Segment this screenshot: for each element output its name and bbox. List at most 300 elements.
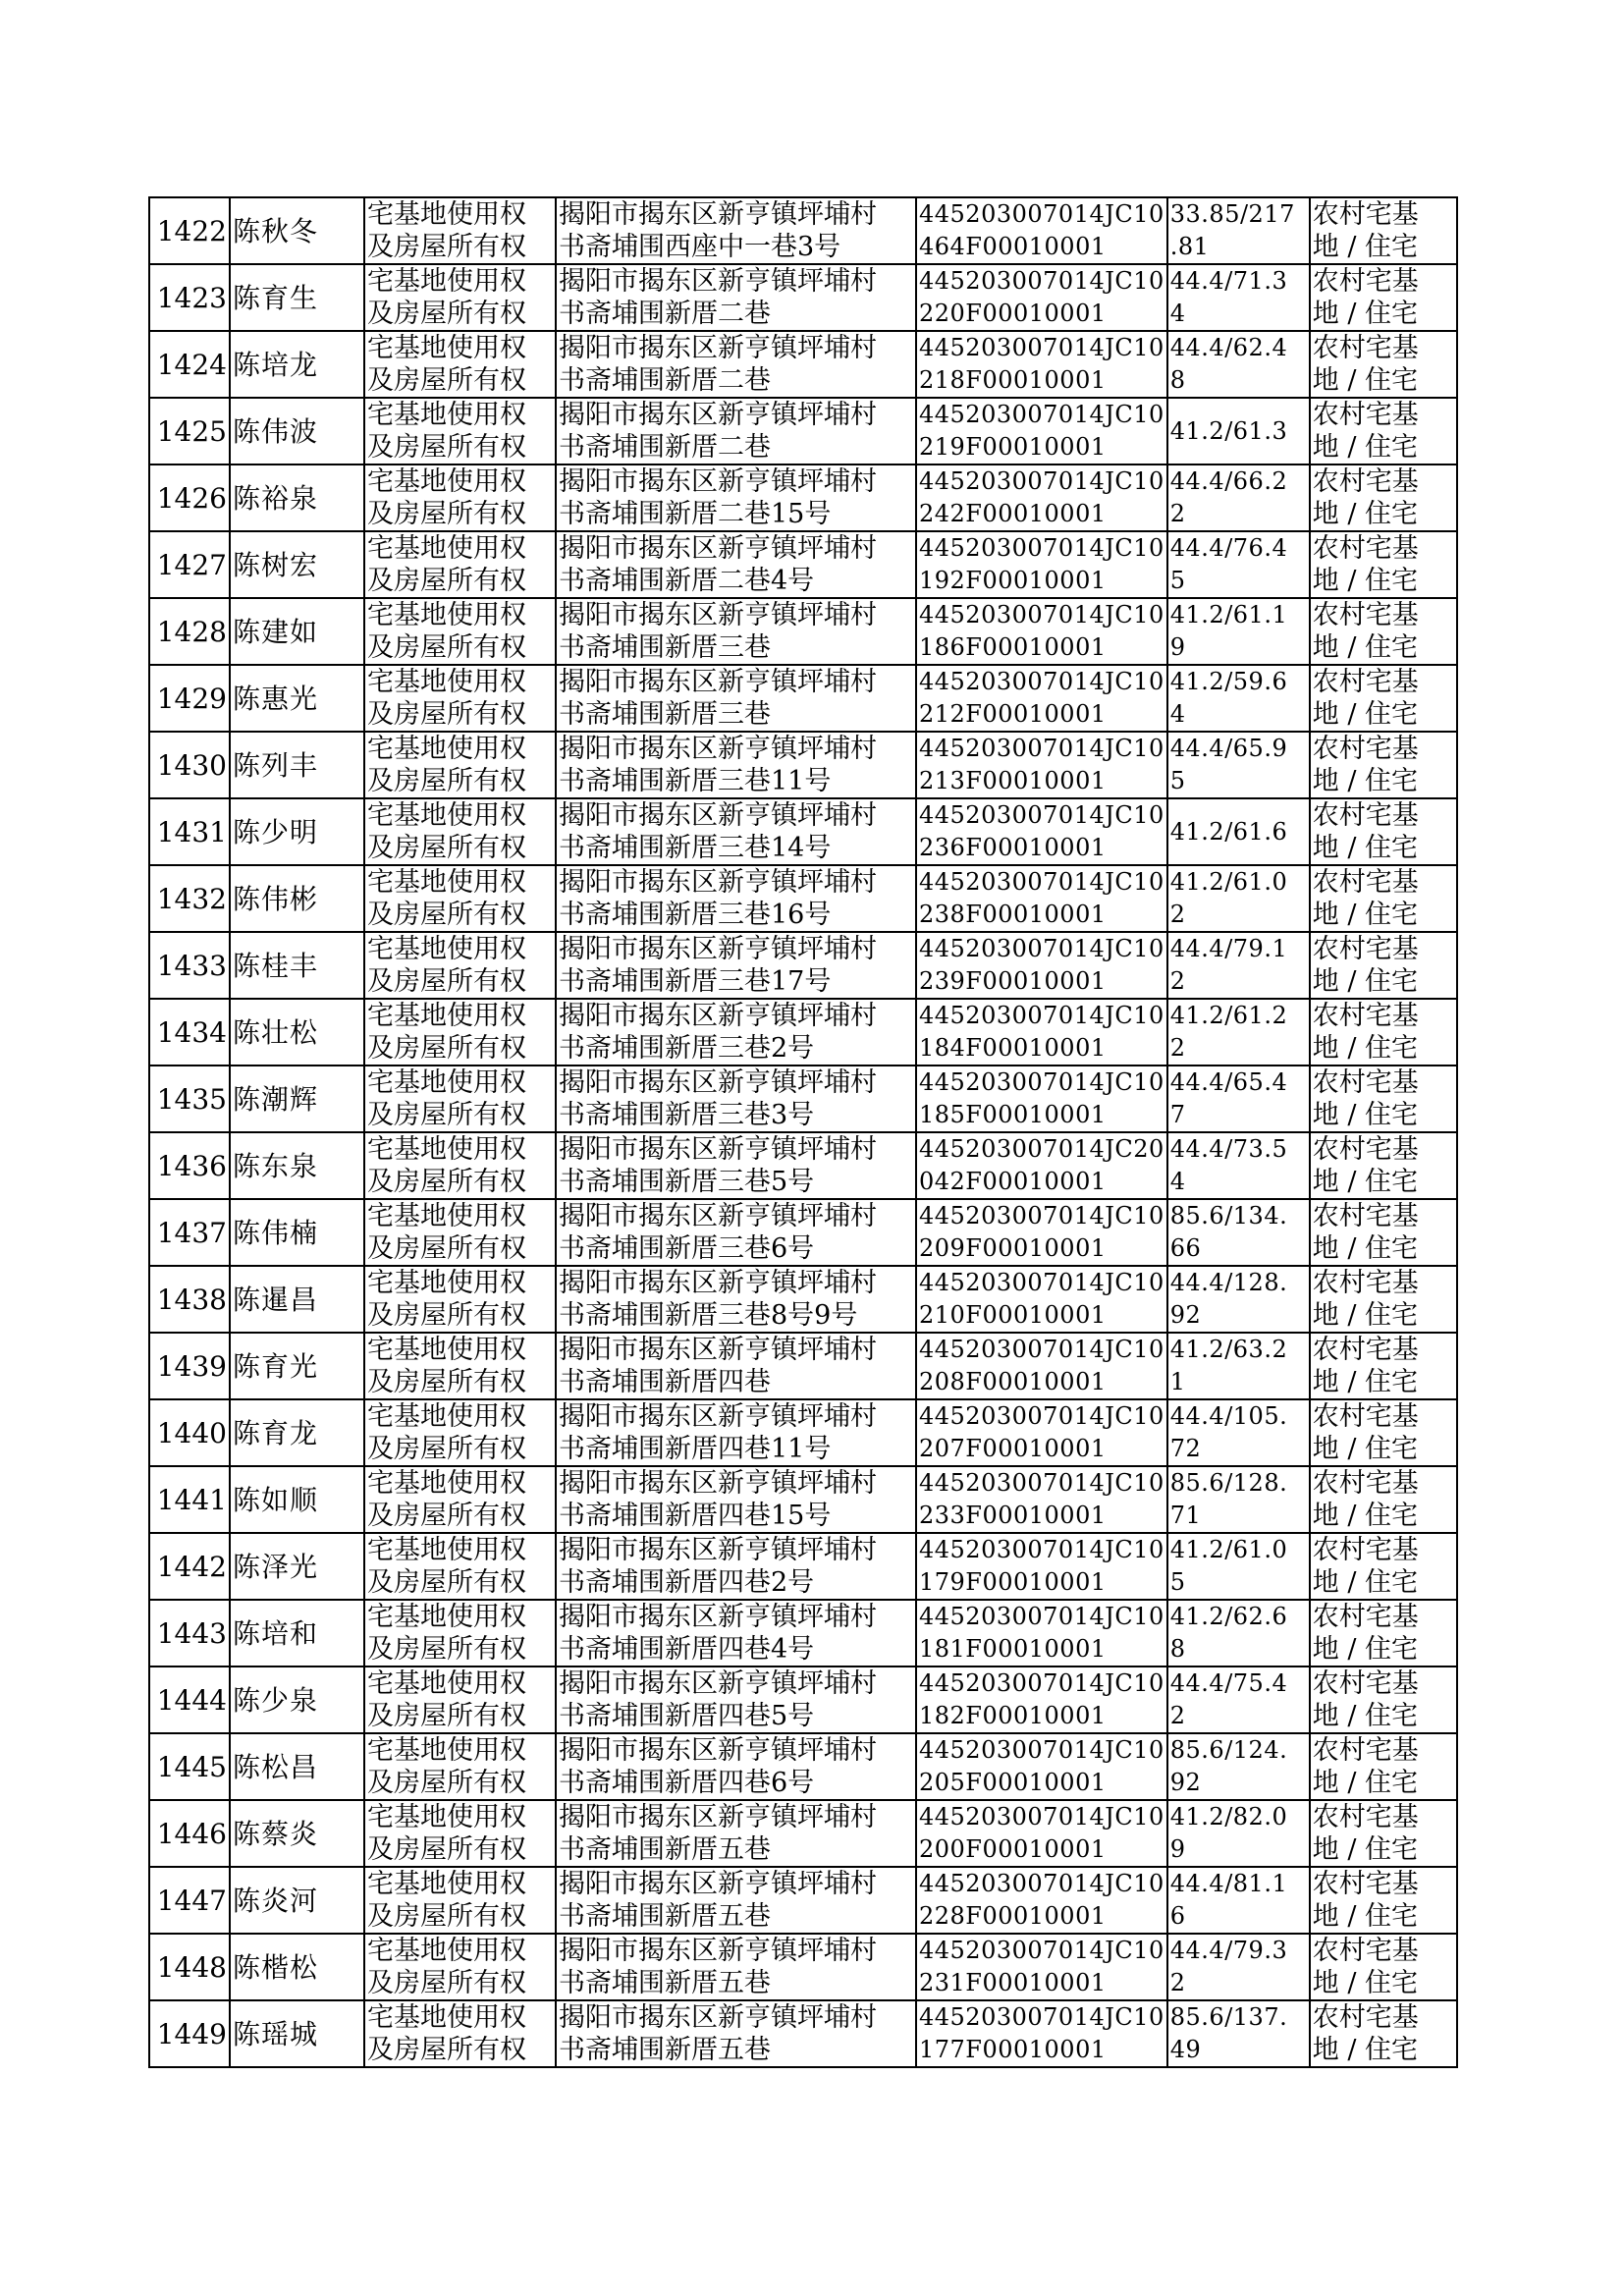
area-cell-line: 41.2/61.3 <box>1169 416 1288 445</box>
area-cell-line: 2 <box>1169 1034 1186 1062</box>
area-cell <box>1167 1066 1310 1132</box>
row-number-cell: 1428 <box>149 598 230 665</box>
parcel-code-cell <box>916 264 1167 331</box>
area-cell-line: 44.4/62.4 <box>1169 334 1288 361</box>
right-type-cell-line: 宅基地使用权 <box>367 1134 526 1165</box>
address-cell <box>556 732 916 798</box>
address-cell-line: 书斋埔围新厝三巷14号 <box>559 833 832 863</box>
land-use-cell-line: 农村宅基 <box>1312 1401 1419 1432</box>
parcel-code-cell-line: 179F00010001 <box>919 1568 1107 1596</box>
right-type-cell-line: 及房屋所有权 <box>367 365 526 396</box>
parcel-code-cell-line: 445203007014JC10 <box>919 1336 1164 1363</box>
land-use-cell-line: 农村宅基 <box>1312 800 1419 831</box>
parcel-code-cell-line: 209F00010001 <box>919 1234 1107 1262</box>
owner-name-cell: 陈壮松 <box>230 999 364 1066</box>
land-use-cell-line: 农村宅基 <box>1312 1468 1419 1499</box>
parcel-code-cell-line: 238F00010001 <box>919 901 1107 928</box>
address-cell-line: 揭阳市揭东区新亨镇坪埔村 <box>559 466 877 497</box>
table-row <box>149 1266 1457 1333</box>
parcel-code-cell-line: 445203007014JC10 <box>919 267 1164 295</box>
parcel-code-cell-line: 445203007014JC10 <box>919 1269 1164 1296</box>
address-cell-line: 书斋埔围新厝五巷 <box>559 1968 771 1998</box>
land-use-cell-line: 农村宅基 <box>1312 1201 1419 1231</box>
address-cell-line: 揭阳市揭东区新亨镇坪埔村 <box>559 667 877 697</box>
parcel-code-cell-line: 445203007014JC10 <box>919 1202 1164 1229</box>
land-use-cell-line: 农村宅基 <box>1312 1668 1419 1699</box>
land-use-cell-line: 地 / 住宅 <box>1312 1834 1419 1865</box>
parcel-code-cell-line: 233F00010001 <box>919 1502 1107 1529</box>
land-use-cell-line: 地 / 住宅 <box>1312 299 1419 329</box>
right-type-cell <box>364 531 556 598</box>
table-row <box>149 665 1457 732</box>
parcel-code-cell-line: 242F00010001 <box>919 500 1107 527</box>
address-cell-line: 揭阳市揭东区新亨镇坪埔村 <box>559 1335 877 1365</box>
right-type-cell-line: 宅基地使用权 <box>367 533 526 564</box>
address-cell <box>556 1600 916 1667</box>
address-cell-line: 书斋埔围新厝三巷2号 <box>559 1033 815 1064</box>
address-cell <box>556 1266 916 1333</box>
owner-name-cell: 陈东泉 <box>230 1132 364 1199</box>
parcel-code-cell-line: 445203007014JC10 <box>919 534 1164 562</box>
land-use-cell-line: 地 / 住宅 <box>1312 1033 1419 1064</box>
owner-name-cell: 陈蔡炎 <box>230 1800 364 1867</box>
address-cell <box>556 1466 916 1533</box>
area-cell-line: 44.4/81.1 <box>1169 1870 1288 1897</box>
parcel-code-cell-line: 445203007014JC10 <box>919 1669 1164 1697</box>
right-type-cell-line: 及房屋所有权 <box>367 566 526 596</box>
address-cell <box>556 398 916 464</box>
area-cell <box>1167 598 1310 665</box>
right-type-cell <box>364 1399 556 1466</box>
land-use-cell <box>1310 598 1457 665</box>
address-cell-line: 揭阳市揭东区新亨镇坪埔村 <box>559 2002 877 2033</box>
land-use-cell-line: 地 / 住宅 <box>1312 1367 1419 1397</box>
parcel-code-cell <box>916 331 1167 398</box>
right-type-cell <box>364 1333 556 1399</box>
right-type-cell <box>364 1800 556 1867</box>
land-use-cell <box>1310 1266 1457 1333</box>
owner-name-cell: 陈育生 <box>230 264 364 331</box>
land-use-cell-line: 农村宅基 <box>1312 2002 1419 2033</box>
area-cell <box>1167 665 1310 732</box>
right-type-cell-line: 宅基地使用权 <box>367 1936 526 1966</box>
parcel-code-cell <box>916 464 1167 531</box>
right-type-cell-line: 宅基地使用权 <box>367 2002 526 2033</box>
address-cell-line: 书斋埔围新厝三巷6号 <box>559 1233 815 1264</box>
address-cell-line: 书斋埔围新厝二巷 <box>559 299 771 329</box>
address-cell-line: 揭阳市揭东区新亨镇坪埔村 <box>559 1535 877 1565</box>
address-cell <box>556 1800 916 1867</box>
parcel-code-cell <box>916 1266 1167 1333</box>
land-use-cell-line: 农村宅基 <box>1312 1802 1419 1832</box>
parcel-code-cell <box>916 1667 1167 1733</box>
parcel-code-cell-line: 182F00010001 <box>919 1702 1107 1729</box>
land-use-cell-line: 农村宅基 <box>1312 1869 1419 1899</box>
parcel-code-cell-line: 445203007014JC10 <box>919 200 1164 228</box>
parcel-code-cell <box>916 665 1167 732</box>
address-cell-line: 书斋埔围新厝四巷6号 <box>559 1768 815 1798</box>
area-cell <box>1167 331 1310 398</box>
row-number-cell: 1423 <box>149 264 230 331</box>
owner-name-cell: 陈伟彬 <box>230 865 364 932</box>
parcel-code-cell-line: 210F00010001 <box>919 1301 1107 1329</box>
right-type-cell-line: 及房屋所有权 <box>367 1901 526 1932</box>
address-cell-line: 书斋埔围新厝二巷15号 <box>559 499 832 529</box>
right-type-cell <box>364 1199 556 1266</box>
area-cell <box>1167 1199 1310 1266</box>
land-use-cell-line: 地 / 住宅 <box>1312 699 1419 730</box>
owner-name-cell: 陈裕泉 <box>230 464 364 531</box>
land-use-cell <box>1310 1333 1457 1399</box>
parcel-code-cell-line: 445203007014JC20 <box>919 1135 1164 1163</box>
area-cell <box>1167 1800 1310 1867</box>
address-cell <box>556 1066 916 1132</box>
parcel-code-cell-line: 445203007014JC10 <box>919 1402 1164 1430</box>
address-cell-line: 书斋埔围新厝四巷15号 <box>559 1501 832 1531</box>
area-cell-line: 44.4/76.4 <box>1169 534 1288 562</box>
address-cell <box>556 1333 916 1399</box>
land-use-cell <box>1310 197 1457 264</box>
parcel-code-cell-line: 177F00010001 <box>919 2036 1107 2063</box>
row-number-cell: 1427 <box>149 531 230 598</box>
land-use-cell-line: 地 / 住宅 <box>1312 1501 1419 1531</box>
parcel-code-cell-line: 445203007014JC10 <box>919 2003 1164 2031</box>
table-row <box>149 999 1457 1066</box>
parcel-code-cell <box>916 531 1167 598</box>
address-cell <box>556 665 916 732</box>
parcel-code-cell-line: 042F00010001 <box>919 1168 1107 1195</box>
right-type-cell <box>364 865 556 932</box>
right-type-cell-line: 宅基地使用权 <box>367 1067 526 1098</box>
owner-name-cell: 陈育光 <box>230 1333 364 1399</box>
right-type-cell-line: 及房屋所有权 <box>367 432 526 463</box>
land-use-cell-line: 农村宅基 <box>1312 1735 1419 1766</box>
parcel-code-cell-line: 445203007014JC10 <box>919 1803 1164 1831</box>
area-cell-line: 44.4/75.4 <box>1169 1669 1288 1697</box>
parcel-code-cell-line: 445203007014JC10 <box>919 801 1164 829</box>
land-use-cell <box>1310 2000 1457 2067</box>
parcel-code-cell-line: 207F00010001 <box>919 1435 1107 1462</box>
parcel-code-cell <box>916 598 1167 665</box>
parcel-code-cell-line: 220F00010001 <box>919 300 1107 327</box>
area-cell <box>1167 1533 1310 1600</box>
address-cell <box>556 1533 916 1600</box>
row-number-cell: 1443 <box>149 1600 230 1667</box>
parcel-code-cell-line: 464F00010001 <box>919 233 1107 260</box>
area-cell <box>1167 932 1310 999</box>
right-type-cell <box>364 1266 556 1333</box>
land-use-cell-line: 农村宅基 <box>1312 1134 1419 1165</box>
land-use-cell <box>1310 1934 1457 2000</box>
area-cell <box>1167 1132 1310 1199</box>
parcel-code-cell <box>916 197 1167 264</box>
land-use-cell-line: 地 / 住宅 <box>1312 833 1419 863</box>
owner-name-cell: 陈如顺 <box>230 1466 364 1533</box>
area-cell-line: 44.4/65.9 <box>1169 735 1288 762</box>
parcel-code-cell <box>916 1867 1167 1934</box>
land-use-cell <box>1310 1466 1457 1533</box>
area-cell-line: 41.2/61.6 <box>1169 817 1288 846</box>
parcel-code-cell-line: 218F00010001 <box>919 366 1107 394</box>
row-number-cell: 1432 <box>149 865 230 932</box>
right-type-cell-line: 宅基地使用权 <box>367 400 526 430</box>
table-row <box>149 932 1457 999</box>
land-use-cell-line: 农村宅基 <box>1312 734 1419 764</box>
land-use-cell-line: 农村宅基 <box>1312 466 1419 497</box>
right-type-cell-line: 宅基地使用权 <box>367 1735 526 1766</box>
right-type-cell-line: 宅基地使用权 <box>367 934 526 964</box>
right-type-cell <box>364 1667 556 1733</box>
row-number-cell: 1437 <box>149 1199 230 1266</box>
address-cell-line: 揭阳市揭东区新亨镇坪埔村 <box>559 199 877 230</box>
right-type-cell-line: 及房屋所有权 <box>367 1968 526 1998</box>
parcel-code-cell-line: 236F00010001 <box>919 834 1107 861</box>
right-type-cell-line: 及房屋所有权 <box>367 699 526 730</box>
right-type-cell <box>364 598 556 665</box>
parcel-code-cell-line: 205F00010001 <box>919 1769 1107 1796</box>
right-type-cell-line: 宅基地使用权 <box>367 1335 526 1365</box>
right-type-cell <box>364 798 556 865</box>
parcel-code-cell <box>916 732 1167 798</box>
land-use-cell-line: 地 / 住宅 <box>1312 499 1419 529</box>
area-cell-line: 7 <box>1169 1101 1186 1128</box>
address-cell-line: 揭阳市揭东区新亨镇坪埔村 <box>559 533 877 564</box>
row-number-cell: 1444 <box>149 1667 230 1733</box>
land-use-cell-line: 农村宅基 <box>1312 934 1419 964</box>
land-use-cell <box>1310 464 1457 531</box>
right-type-cell-line: 宅基地使用权 <box>367 1001 526 1031</box>
area-cell-line: 71 <box>1169 1502 1202 1529</box>
land-use-cell <box>1310 331 1457 398</box>
land-use-cell-line: 农村宅基 <box>1312 1067 1419 1098</box>
area-cell-line: 92 <box>1169 1301 1202 1329</box>
right-type-cell-line: 宅基地使用权 <box>367 667 526 697</box>
row-number-cell: 1424 <box>149 331 230 398</box>
address-cell-line: 揭阳市揭东区新亨镇坪埔村 <box>559 800 877 831</box>
land-use-cell-line: 地 / 住宅 <box>1312 1434 1419 1464</box>
registry-table <box>148 196 1458 2068</box>
land-use-cell <box>1310 798 1457 865</box>
row-number-cell: 1448 <box>149 1934 230 2000</box>
area-cell-line: 41.2/82.0 <box>1169 1803 1288 1831</box>
right-type-cell-line: 及房屋所有权 <box>367 1167 526 1197</box>
land-use-cell-line: 地 / 住宅 <box>1312 1567 1419 1598</box>
row-number-cell: 1439 <box>149 1333 230 1399</box>
land-use-cell-line: 地 / 住宅 <box>1312 1300 1419 1331</box>
address-cell-line: 书斋埔围新厝五巷 <box>559 1901 771 1932</box>
row-number-cell: 1440 <box>149 1399 230 1466</box>
land-use-cell-line: 地 / 住宅 <box>1312 2035 1419 2065</box>
owner-name-cell: 陈惠光 <box>230 665 364 732</box>
row-number-cell: 1447 <box>149 1867 230 1934</box>
right-type-cell-line: 宅基地使用权 <box>367 1802 526 1832</box>
parcel-code-cell-line: 192F00010001 <box>919 567 1107 594</box>
right-type-cell-line: 宅基地使用权 <box>367 199 526 230</box>
land-use-cell <box>1310 1667 1457 1733</box>
area-cell-line: 85.6/128. <box>1169 1469 1288 1497</box>
area-cell-line: 92 <box>1169 1769 1202 1796</box>
registry-table-body <box>149 197 1457 2067</box>
land-use-cell-line: 地 / 住宅 <box>1312 1634 1419 1665</box>
address-cell-line: 揭阳市揭东区新亨镇坪埔村 <box>559 734 877 764</box>
address-cell-line: 揭阳市揭东区新亨镇坪埔村 <box>559 1802 877 1832</box>
land-use-cell <box>1310 1199 1457 1266</box>
address-cell <box>556 1867 916 1934</box>
right-type-cell-line: 及房屋所有权 <box>367 1033 526 1064</box>
right-type-cell-line: 及房屋所有权 <box>367 232 526 262</box>
area-cell <box>1167 1934 1310 2000</box>
area-cell-line: 44.4/73.5 <box>1169 1135 1288 1163</box>
area-cell <box>1167 798 1310 865</box>
address-cell <box>556 598 916 665</box>
land-use-cell-line: 地 / 住宅 <box>1312 1167 1419 1197</box>
table-row <box>149 331 1457 398</box>
parcel-code-cell-line: 219F00010001 <box>919 433 1107 461</box>
row-number-cell: 1429 <box>149 665 230 732</box>
right-type-cell <box>364 1733 556 1800</box>
land-use-cell-line: 农村宅基 <box>1312 1936 1419 1966</box>
land-use-cell-line: 农村宅基 <box>1312 333 1419 363</box>
address-cell-line: 揭阳市揭东区新亨镇坪埔村 <box>559 934 877 964</box>
parcel-code-cell-line: 239F00010001 <box>919 967 1107 995</box>
table-row <box>149 1934 1457 2000</box>
land-use-cell-line: 地 / 住宅 <box>1312 632 1419 663</box>
address-cell-line: 揭阳市揭东区新亨镇坪埔村 <box>559 1936 877 1966</box>
owner-name-cell: 陈树宏 <box>230 531 364 598</box>
land-use-cell <box>1310 531 1457 598</box>
right-type-cell-line: 及房屋所有权 <box>367 1367 526 1397</box>
parcel-code-cell-line: 445203007014JC10 <box>919 935 1164 962</box>
land-use-cell-line: 农村宅基 <box>1312 1268 1419 1298</box>
address-cell-line: 揭阳市揭东区新亨镇坪埔村 <box>559 400 877 430</box>
address-cell-line: 揭阳市揭东区新亨镇坪埔村 <box>559 1468 877 1499</box>
right-type-cell <box>364 464 556 531</box>
address-cell-line: 揭阳市揭东区新亨镇坪埔村 <box>559 1067 877 1098</box>
row-number-cell: 1433 <box>149 932 230 999</box>
parcel-code-cell <box>916 999 1167 1066</box>
table-row <box>149 531 1457 598</box>
owner-name-cell: 陈桂丰 <box>230 932 364 999</box>
parcel-code-cell <box>916 1533 1167 1600</box>
parcel-code-cell-line: 445203007014JC10 <box>919 1937 1164 1964</box>
land-use-cell-line: 地 / 住宅 <box>1312 432 1419 463</box>
table-row <box>149 464 1457 531</box>
address-cell <box>556 798 916 865</box>
address-cell-line: 书斋埔围新厝三巷16号 <box>559 900 832 930</box>
right-type-cell-line: 及房屋所有权 <box>367 499 526 529</box>
area-cell-line: 41.2/63.2 <box>1169 1336 1288 1363</box>
address-cell-line: 书斋埔围新厝四巷2号 <box>559 1567 815 1598</box>
right-type-cell <box>364 1934 556 2000</box>
table-row <box>149 398 1457 464</box>
address-cell-line: 书斋埔围新厝四巷4号 <box>559 1634 815 1665</box>
land-use-cell-line: 农村宅基 <box>1312 867 1419 898</box>
parcel-code-cell-line: 445203007014JC10 <box>919 401 1164 428</box>
right-type-cell <box>364 1867 556 1934</box>
land-use-cell <box>1310 264 1457 331</box>
area-cell <box>1167 1733 1310 1800</box>
right-type-cell <box>364 264 556 331</box>
land-use-cell-line: 农村宅基 <box>1312 533 1419 564</box>
parcel-code-cell-line: 445203007014JC10 <box>919 1469 1164 1497</box>
land-use-cell-line: 农村宅基 <box>1312 199 1419 230</box>
address-cell-line: 书斋埔围新厝三巷 <box>559 632 771 663</box>
address-cell-line: 书斋埔围新厝三巷5号 <box>559 1167 815 1197</box>
table-row <box>149 732 1457 798</box>
right-type-cell <box>364 999 556 1066</box>
area-cell-line: 9 <box>1169 1835 1186 1863</box>
right-type-cell-line: 宅基地使用权 <box>367 333 526 363</box>
land-use-cell-line: 地 / 住宅 <box>1312 566 1419 596</box>
owner-name-cell: 陈伟波 <box>230 398 364 464</box>
owner-name-cell: 陈列丰 <box>230 732 364 798</box>
right-type-cell-line: 及房屋所有权 <box>367 766 526 796</box>
area-cell-line: 44.4/105. <box>1169 1402 1288 1430</box>
land-use-cell <box>1310 1800 1457 1867</box>
right-type-cell <box>364 1066 556 1132</box>
address-cell-line: 揭阳市揭东区新亨镇坪埔村 <box>559 333 877 363</box>
address-cell-line: 书斋埔围新厝三巷8号9号 <box>559 1300 858 1331</box>
land-use-cell-line: 地 / 住宅 <box>1312 966 1419 997</box>
area-cell-line: 2 <box>1169 1969 1186 1996</box>
area-cell-line: 44.4/79.1 <box>1169 935 1288 962</box>
right-type-cell-line: 宅基地使用权 <box>367 1668 526 1699</box>
right-type-cell <box>364 665 556 732</box>
owner-name-cell: 陈松昌 <box>230 1733 364 1800</box>
row-number-cell: 1441 <box>149 1466 230 1533</box>
address-cell-line: 揭阳市揭东区新亨镇坪埔村 <box>559 1001 877 1031</box>
address-cell <box>556 1199 916 1266</box>
land-use-cell-line: 地 / 住宅 <box>1312 1233 1419 1264</box>
owner-name-cell: 陈培和 <box>230 1600 364 1667</box>
area-cell-line: 41.2/61.0 <box>1169 868 1288 896</box>
address-cell-line: 书斋埔围新厝五巷 <box>559 2035 771 2065</box>
table-row <box>149 798 1457 865</box>
parcel-code-cell-line: 445203007014JC10 <box>919 1068 1164 1096</box>
area-cell <box>1167 1600 1310 1667</box>
area-cell-line: 41.2/61.1 <box>1169 601 1288 628</box>
parcel-code-cell-line: 208F00010001 <box>919 1368 1107 1395</box>
right-type-cell-line: 及房屋所有权 <box>367 1100 526 1130</box>
address-cell <box>556 1934 916 2000</box>
land-use-cell <box>1310 1733 1457 1800</box>
land-use-cell-line: 地 / 住宅 <box>1312 1100 1419 1130</box>
row-number-cell: 1442 <box>149 1533 230 1600</box>
right-type-cell-line: 宅基地使用权 <box>367 867 526 898</box>
right-type-cell-line: 宅基地使用权 <box>367 266 526 297</box>
right-type-cell-line: 及房屋所有权 <box>367 1501 526 1531</box>
land-use-cell-line: 农村宅基 <box>1312 400 1419 430</box>
row-number-cell: 1422 <box>149 197 230 264</box>
owner-name-cell: 陈楷松 <box>230 1934 364 2000</box>
parcel-code-cell-line: 213F00010001 <box>919 767 1107 794</box>
address-cell-line: 揭阳市揭东区新亨镇坪埔村 <box>559 1602 877 1632</box>
right-type-cell-line: 宅基地使用权 <box>367 1401 526 1432</box>
area-cell <box>1167 2000 1310 2067</box>
right-type-cell-line: 宅基地使用权 <box>367 1535 526 1565</box>
table-row <box>149 264 1457 331</box>
right-type-cell-line: 宅基地使用权 <box>367 734 526 764</box>
address-cell <box>556 264 916 331</box>
parcel-code-cell <box>916 398 1167 464</box>
land-use-cell <box>1310 1600 1457 1667</box>
land-use-cell <box>1310 1867 1457 1934</box>
address-cell <box>556 932 916 999</box>
parcel-code-cell <box>916 865 1167 932</box>
area-cell <box>1167 1399 1310 1466</box>
land-use-cell-line: 农村宅基 <box>1312 266 1419 297</box>
land-use-cell-line: 地 / 住宅 <box>1312 766 1419 796</box>
